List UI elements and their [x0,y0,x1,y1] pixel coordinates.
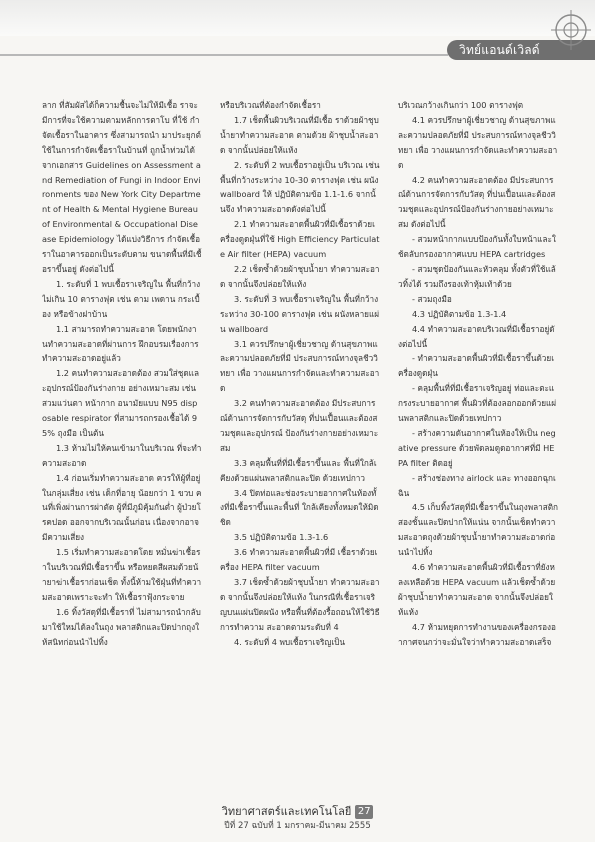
paragraph: 1.3 ห้ามไม่ให้คนเข้ามาในบริเวณ ที่จะทำความสะอาด [42,442,202,468]
paragraph: 1.5 เริ่มทำความสะอาดโดย หมั่นฆ่าเชื้อราในบริเวณที่มีเชื้อราขึ้น หรือหยดสีผสมด้วยน้ำยาฆ่าเชื้อราก่อนเช็ด ทั้งนี้ห้ามใช้ฝุ่นที่ทำความสะอาดเพราะจะทำ ให้เชื้อราฟุ้งกระจาย [42,547,202,602]
paragraph: - คลุมพื้นที่ที่มีเชื้อราเจริญอยู่ ท่อและตะแกรงระบายอากาศ พื้นผิวที่ต้องลอกออกด้วยแผ่นพลาสติกและปิดด้วยเทปกาว [398,383,557,424]
column-3 [398,98,558,788]
paragraph: 4.2 คนทำความสะอาดต้อง มีประสบการณ์ด้านการจัดการกับวัสดุ ที่ปนเปื้อนและต้องสวมชุดและอุปกรณ์ป้องกันร่างกายอย่างเหมาะสม ดังต่อไปนี้ [398,174,556,230]
paragraph: ลาก ที่สัมผัสได้ก็ความชื้นจะไม่ให้มีเชื้อ ราจะมีการที่จะใช้ความตามหลักการตาโบ ที่ใช้ กำจัดเชื้อราในอาคาร ซึ่งสามารถนำ มาประยุกต์ใช้ในการกำจัดเชื้อราในบ้านที่ ถูกน้ำท่วมได้ จากเอกสาร Guidelines on Assessment and Remediation of Fungi in Indoor Environments ของ New York City Department of Health & Mental Hygiene Bureau of Environmental & Occupational Disease Epidemiology ได้แบ่งวิธีการ กำจัดเชื้อราในอาคารออกเป็นระดับตาม ขนาดพื้นที่มีเชื้อราขึ้นอยู่ ดังต่อไปนี้ [42,100,202,274]
paragraph: 4.3 ปฏิบัติตามข้อ 1.3-1.4 [412,308,507,319]
paragraph: 4. ระดับที่ 4 พบเชื้อราเจริญเป็น [234,636,345,647]
paragraph: - สร้างความดันอากาศในห้องให้เป็น negative pressure ด้วยพัดลมดูดอากาศที่มี HEPA filter ติดอยู่ [398,427,556,468]
header-rule [0,54,448,56]
paragraph: 4.1 ควรปรึกษาผู้เชี่ยวชาญ ด้านสุขภาพและความปลอดภัยที่มี ประสบการณ์ทางจุลชีววิทยา เพื่อ วางแผนการกำจัดและทำความสะอาด [398,114,558,170]
paragraph: 1.7 เช็ดพื้นผิวบริเวณที่มีเชื้อ ราด้วยผ้าชุบน้ำยาทำความสะอาด ตามด้วย ผ้าชุบน้ำสะอาด จากนั้นปล่อยให้แห้ง [220,114,379,155]
crosshair-target-icon [551,10,591,50]
paragraph: บริเวณกว้างเกินกว่า 100 ตารางฟุต [398,100,524,110]
paragraph: 2.1 ทำความสะอาดพื้นผิวที่มีเชื้อราด้วยเครื่องดูดฝุ่นที่ใช้ High Efficiency Particulate Air filter (HEPA) vacuum [220,219,380,260]
paragraph: 1.6 ทิ้งวัสดุที่มีเชื้อราที่ ไม่สามารถนำกลับมาใช้ใหม่ได้ลงในถุง พลาสติกและปิดปากถุงให้สนิทก่อนนำไปทิ้ง [42,606,201,647]
paragraph: - สวมหน้ากากแบบป้องกันทั้งใบหน้าและใช้ตลับกรองอากาศแบบ HEPA cartridges [398,234,556,260]
paragraph: 1.2 คนทำความสะอาดต้อง สวมใส่ชุดและอุปกรณ์ป้องกันร่างกาย อย่างเหมาะสม เช่น สวมแว่นตา หน้ากาก อนามัยแบบ N95 disposable respirator ที่สามารถกรองเชื้อได้ 95% ถุงมือ เป็นต้น [42,368,199,438]
column-2 [220,98,380,788]
paragraph: 1. ระดับที่ 1 พบเชื้อราเจริญใน พื้นที่กว้างไม่เกิน 10 ตารางฟุต เช่น ตาม เพดาน กระเบื้อง หรือข้างฝาบ้าน [42,278,201,319]
paragraph: 4.7 ห้ามหยุดการทำงานของเครื่องกรองอากาศจนกว่าจะมั่นใจว่าทำความสะอาดเสร็จ [398,621,556,647]
paragraph: - สวมชุดป้องกันและหัวคลุม ทั้งตัวที่ใช้แล้วทิ้งได้ รวมถึงรองเท้าหุ้มเท้าด้วย [398,263,556,289]
paragraph: 1.1 สามารถทำความสะอาด โดยพนักงานทำความสะอาดที่ผ่านการ ฝึกอบรมเรื่องการทำความสะอาดอยู่แล้ว [42,323,199,364]
header-band [0,0,595,36]
paragraph: - สร้างช่องทาง airlock และ ทางออกฉุกเฉิน [398,472,556,498]
footer-title-row [222,805,374,819]
page-number: 27 [355,805,373,819]
paragraph: 3.4 ปิดท่อและช่องระบายอากาศในห้องทั้งที่มีเชื้อราขึ้นและพื้นที่ ใกล้เคียงทั้งหมดให้มิดชิด [220,487,379,528]
paragraph: 3. ระดับที่ 3 พบเชื้อราเจริญใน พื้นที่กว้างระหว่าง 30-100 ตารางฟุต เช่น ผนังหลายแผ่น wallboard [220,293,380,334]
paragraph: 3.7 เช็ดซ้ำด้วยผ้าชุบน้ำยา ทำความสะอาด จากนั้นจึงปล่อยให้แห้ง ในกรณีที่เชื้อราเจริญบนแผ่นปิดผนัง หรือพื้นที่ต้องรื้อถอนให้ใช้วิธีการทำความ สะอาดตามระดับที่ 4 [220,577,380,632]
paragraph: 4.6 ทำความสะอาดพื้นผิวที่มีเชื้อราที่ยังหลงเหลือด้วย HEPA vacuum แล้วเช็ดซ้ำด้วยผ้าชุบน้ำยาทำความสะอาด จากนั้นจึงปล่อยให้แห้ง [398,562,556,617]
paragraph: 3.3 คลุมพื้นที่ที่มีเชื้อราขึ้นและ พื้นที่ใกล้เคียงด้วยแผ่นพลาสติกและปิด ด้วยเทปกาว [220,457,377,483]
section-tag: วิทย์แอนด์เวิลด์ [447,40,595,60]
column-1 [42,98,202,788]
issue-line: ปีที่ 27 ฉบับที่ 1 มกราคม-มีนาคม 2555 [224,821,371,831]
paragraph: 4.5 เก็บทิ้งวัสดุที่มีเชื้อราขึ้นในถุงพลาสติกสองชั้นและปิดปากให้แน่น จากนั้นเช็ดทำความสะอาดถุงด้วยผ้าชุบน้ำยาทำความสะอาดก่อนนำไปทิ้ง [398,502,558,558]
page-footer [0,800,595,832]
paragraph: 3.2 คนทำความสะอาดต้อง มีประสบการณ์ด้านการจัดการกับวัสดุ ที่ปนเปื้อนและต้องสวมชุดและอุปกรณ์ ป้องกันร่างกายอย่างเหมาะสม [220,398,379,453]
paragraph: หรือบริเวณที่ต้องกำจัดเชื้อรา [220,100,321,110]
paragraph: 3.5 ปฏิบัติตามข้อ 1.3-1.6 [234,532,329,543]
paragraph: 1.4 ก่อนเริ่มทำความสะอาด ควรให้ผู้ที่อยู่ในกลุ่มเสี่ยง เช่น เด็กที่อายุ น้อยกว่า 1 ขวบ คนที่เพิ่งผ่านการผ่าตัด ผู้ที่มีภูมิคุ้มกันต่ำ ผู้ป่วยโรคปอด ออกจากบริเวณนั้นก่อน เนื่องจากอาจมีความเสี่ยง [42,472,202,543]
magazine-title: วิทยาศาสตร์และเทคโนโลยี [221,805,352,818]
paragraph: - ทำความสะอาดพื้นผิวที่มีเชื้อราขึ้นด้วยเครื่องดูดฝุ่น [398,353,555,379]
paragraph: 2. ระดับที่ 2 พบเชื้อราอยู่เป็น บริเวณ เช่นพื้นที่กว้างระหว่าง 10-30 ตารางฟุต เช่น ผนัง wallboard ให้ ปฏิบัติตามข้อ 1.1-1.6 จากนั้นจึง ทำความสะอาดดังต่อไปนี้ [220,159,380,215]
paragraph: 4.4 ทำความสะอาดบริเวณที่มีเชื้อราอยู่ดังต่อไปนี้ [398,323,555,349]
paragraph: 2.2 เช็ดซ้ำด้วยผ้าชุบน้ำยา ทำความสะอาด จากนั้นจึงปล่อยให้แห้ง [220,263,380,289]
paragraph: 3.6 ทำความสะอาดพื้นผิวที่มี เชื้อราด้วยเครื่อง HEPA filter vacuum [220,547,378,573]
paragraph: - สวมถุงมือ [412,293,452,304]
article-body [42,98,562,788]
paragraph: 3.1 ควรปรึกษาผู้เชี่ยวชาญ ด้านสุขภาพและความปลอดภัยที่มี ประสบการณ์ทางจุลชีววิทยา เพื่อ วางแผนการกำจัดและทำความสะอาด [220,338,380,394]
